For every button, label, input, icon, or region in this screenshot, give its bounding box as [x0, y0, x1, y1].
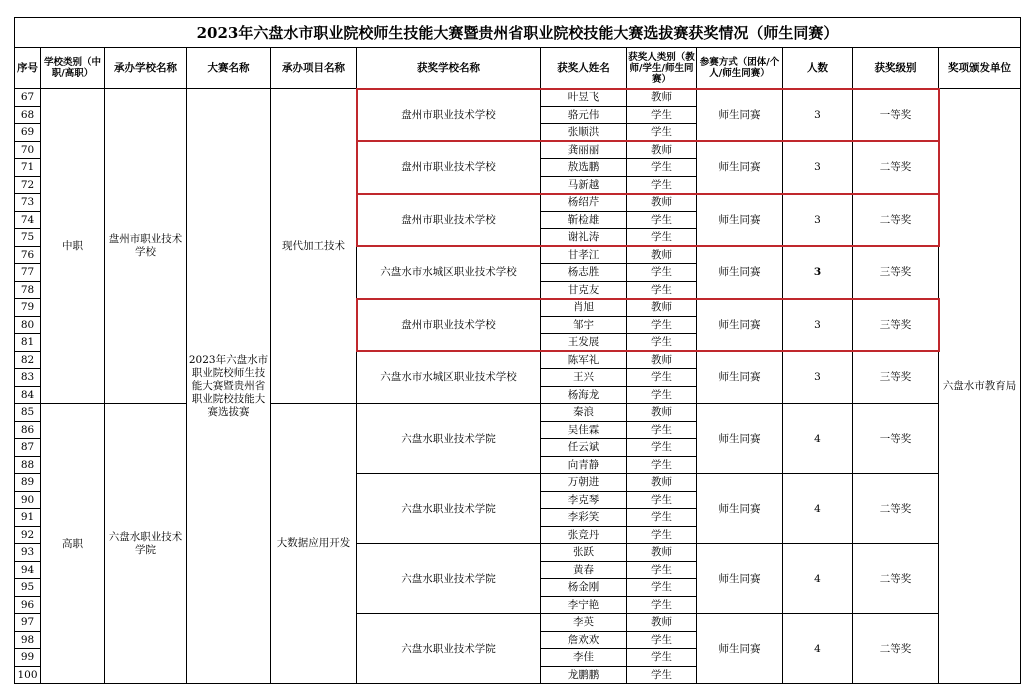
- award-table: [14, 17, 1021, 684]
- participation: 师生同赛: [697, 299, 783, 352]
- winner-type: 学生: [627, 369, 697, 387]
- header-project: 承办项目名称: [271, 48, 357, 89]
- award-issuer: 六盘水市教育局: [939, 89, 1021, 684]
- winner-name: 黄春: [541, 561, 627, 579]
- award-level: 二等奖: [853, 194, 939, 247]
- winner-name: 李克琴: [541, 491, 627, 509]
- winner-type: 教师: [627, 141, 697, 159]
- row-number: 94: [15, 561, 41, 579]
- header-contest-name: 大赛名称: [187, 48, 271, 89]
- winner-count: 3: [783, 194, 853, 247]
- winner-type: 学生: [627, 264, 697, 282]
- winner-count: 3: [783, 351, 853, 404]
- winner-type: 教师: [627, 246, 697, 264]
- winner-name: 肖旭: [541, 299, 627, 317]
- header-no: 序号: [15, 48, 41, 89]
- winner-name: 张跃: [541, 544, 627, 562]
- row-number: 72: [15, 176, 41, 194]
- winner-name: 骆元伟: [541, 106, 627, 124]
- row-number: 92: [15, 526, 41, 544]
- project-zhongzhi: 现代加工技术: [271, 89, 357, 404]
- winner-name: 吴佳霖: [541, 421, 627, 439]
- winner-type: 教师: [627, 299, 697, 317]
- school-type-gaozhi: 高职: [41, 404, 105, 684]
- header-host-school: 承办学校名称: [105, 48, 187, 89]
- award-level: 一等奖: [853, 404, 939, 474]
- winner-name: 秦浪: [541, 404, 627, 422]
- winner-type: 教师: [627, 474, 697, 492]
- row-number: 80: [15, 316, 41, 334]
- row-number: 93: [15, 544, 41, 562]
- winner-type: 教师: [627, 614, 697, 632]
- winner-count: 4: [783, 474, 853, 544]
- winner-name: 敖选鹏: [541, 159, 627, 177]
- row-number: 88: [15, 456, 41, 474]
- winner-type: 学生: [627, 561, 697, 579]
- host-school-gaozhi: 六盘水职业技术学院: [105, 404, 187, 684]
- winner-school: 盘州市职业技术学校: [357, 89, 541, 142]
- row-number: 89: [15, 474, 41, 492]
- row-number: 70: [15, 141, 41, 159]
- winner-name: 李宁艳: [541, 596, 627, 614]
- winner-type: 学生: [627, 439, 697, 457]
- winner-name: 甘孝江: [541, 246, 627, 264]
- row-number: 68: [15, 106, 41, 124]
- winner-name: 向青静: [541, 456, 627, 474]
- winner-name: 杨海龙: [541, 386, 627, 404]
- row-number: 99: [15, 649, 41, 667]
- winner-type: 教师: [627, 194, 697, 212]
- winner-school: 六盘水市水城区职业技术学校: [357, 351, 541, 404]
- winner-count: 3: [783, 89, 853, 142]
- winner-school: 六盘水职业技术学院: [357, 474, 541, 544]
- header-school-type: 学校类别（中职/高职）: [41, 48, 105, 89]
- winner-name: 陈军礼: [541, 351, 627, 369]
- award-table-wrapper: [14, 17, 1021, 684]
- row-number: 67: [15, 89, 41, 107]
- winner-school: 盘州市职业技术学校: [357, 194, 541, 247]
- winner-type: 学生: [627, 579, 697, 597]
- page-title: 2023年六盘水市职业院校师生技能大赛暨贵州省职业院校技能大赛选拔赛获奖情况（师生同赛）: [15, 18, 1021, 48]
- row-number: 86: [15, 421, 41, 439]
- row-number: 77: [15, 264, 41, 282]
- project-gaozhi: 大数据应用开发: [271, 404, 357, 684]
- winner-name: 万朝进: [541, 474, 627, 492]
- award-level: 三等奖: [853, 299, 939, 352]
- participation: 师生同赛: [697, 246, 783, 299]
- row-number: 79: [15, 299, 41, 317]
- winner-name: 邹宇: [541, 316, 627, 334]
- winner-name: 杨金刚: [541, 579, 627, 597]
- winner-count: 4: [783, 544, 853, 614]
- winner-name: 李佳: [541, 649, 627, 667]
- row-number: 90: [15, 491, 41, 509]
- winner-name: 詹欢欢: [541, 631, 627, 649]
- participation: 师生同赛: [697, 351, 783, 404]
- award-level: 三等奖: [853, 246, 939, 299]
- winner-name: 叶昱飞: [541, 89, 627, 107]
- row-number: 96: [15, 596, 41, 614]
- award-level: 三等奖: [853, 351, 939, 404]
- host-school-zhongzhi: 盘州市职业技术学校: [105, 89, 187, 404]
- winner-school: 盘州市职业技术学校: [357, 299, 541, 352]
- winner-count: 3: [783, 299, 853, 352]
- row-number: 69: [15, 124, 41, 142]
- winner-type: 学生: [627, 176, 697, 194]
- winner-type: 学生: [627, 316, 697, 334]
- header-level: 获奖级别: [853, 48, 939, 89]
- winner-name: 杨绍芹: [541, 194, 627, 212]
- winner-type: 学生: [627, 106, 697, 124]
- row-number: 95: [15, 579, 41, 597]
- participation: 师生同赛: [697, 544, 783, 614]
- header-participation: 参赛方式（团体/个人/师生同赛）: [697, 48, 783, 89]
- winner-type: 学生: [627, 386, 697, 404]
- participation: 师生同赛: [697, 194, 783, 247]
- winner-type: 学生: [627, 334, 697, 352]
- participation: 师生同赛: [697, 141, 783, 194]
- award-level: 一等奖: [853, 89, 939, 142]
- winner-type: 学生: [627, 491, 697, 509]
- winner-school: 六盘水市水城区职业技术学校: [357, 246, 541, 299]
- header-winner-name: 获奖人姓名: [541, 48, 627, 89]
- winner-type: 学生: [627, 281, 697, 299]
- winner-type: 教师: [627, 404, 697, 422]
- winner-type: 学生: [627, 456, 697, 474]
- row-number: 98: [15, 631, 41, 649]
- winner-count: 4: [783, 614, 853, 684]
- winner-type: 学生: [627, 526, 697, 544]
- header-winner-type: 获奖人类别（教师/学生/师生同赛）: [627, 48, 697, 89]
- header-issuer: 奖项颁发单位: [939, 48, 1021, 89]
- header-winner-school: 获奖学校名称: [357, 48, 541, 89]
- award-level: 二等奖: [853, 141, 939, 194]
- winner-school: 六盘水职业技术学院: [357, 404, 541, 474]
- row-number: 78: [15, 281, 41, 299]
- row-number: 75: [15, 229, 41, 247]
- winner-name: 龚丽丽: [541, 141, 627, 159]
- row-number: 76: [15, 246, 41, 264]
- winner-type: 学生: [627, 211, 697, 229]
- award-level: 二等奖: [853, 614, 939, 684]
- row-number: 84: [15, 386, 41, 404]
- table-header: [15, 48, 1021, 89]
- winner-name: 张竞丹: [541, 526, 627, 544]
- winner-name: 张顺洪: [541, 124, 627, 142]
- winner-name: 马新越: [541, 176, 627, 194]
- row-number: 82: [15, 351, 41, 369]
- winner-type: 学生: [627, 124, 697, 142]
- contest-name: 2023年六盘水市职业院校师生技能大赛暨贵州省职业院校技能大赛选拔赛: [187, 89, 271, 684]
- winner-name: 王兴: [541, 369, 627, 387]
- winner-name: 王发展: [541, 334, 627, 352]
- winner-name: 龙鹏鹏: [541, 666, 627, 684]
- table-row: [15, 404, 1021, 422]
- winner-count: 4: [783, 404, 853, 474]
- winner-count: 3: [783, 141, 853, 194]
- winner-name: 李英: [541, 614, 627, 632]
- row-number: 73: [15, 194, 41, 212]
- winner-type: 学生: [627, 421, 697, 439]
- winner-school: 盘州市职业技术学校: [357, 141, 541, 194]
- winner-type: 学生: [627, 229, 697, 247]
- row-number: 87: [15, 439, 41, 457]
- winner-name: 任云斌: [541, 439, 627, 457]
- winner-type: 学生: [627, 631, 697, 649]
- winner-type: 学生: [627, 649, 697, 667]
- row-number: 85: [15, 404, 41, 422]
- winner-type: 学生: [627, 509, 697, 527]
- winner-type: 学生: [627, 596, 697, 614]
- participation: 师生同赛: [697, 404, 783, 474]
- row-number: 71: [15, 159, 41, 177]
- winner-name: 甘克友: [541, 281, 627, 299]
- row-number: 100: [15, 666, 41, 684]
- award-level: 二等奖: [853, 474, 939, 544]
- header-count: 人数: [783, 48, 853, 89]
- winner-count: 3: [783, 246, 853, 299]
- award-level: 二等奖: [853, 544, 939, 614]
- row-number: 91: [15, 509, 41, 527]
- school-type-zhongzhi: 中职: [41, 89, 105, 404]
- row-number: 83: [15, 369, 41, 387]
- participation: 师生同赛: [697, 474, 783, 544]
- winner-name: 靳检雄: [541, 211, 627, 229]
- row-number: 97: [15, 614, 41, 632]
- participation: 师生同赛: [697, 614, 783, 684]
- table-row: [15, 89, 1021, 107]
- winner-school: 六盘水职业技术学院: [357, 614, 541, 684]
- row-number: 81: [15, 334, 41, 352]
- winner-school: 六盘水职业技术学院: [357, 544, 541, 614]
- winner-type: 教师: [627, 89, 697, 107]
- winner-name: 李彩笑: [541, 509, 627, 527]
- winner-name: 谢礼涛: [541, 229, 627, 247]
- winner-type: 学生: [627, 159, 697, 177]
- winner-type: 学生: [627, 666, 697, 684]
- row-number: 74: [15, 211, 41, 229]
- participation: 师生同赛: [697, 89, 783, 142]
- winner-type: 教师: [627, 351, 697, 369]
- winner-name: 杨志胜: [541, 264, 627, 282]
- winner-type: 教师: [627, 544, 697, 562]
